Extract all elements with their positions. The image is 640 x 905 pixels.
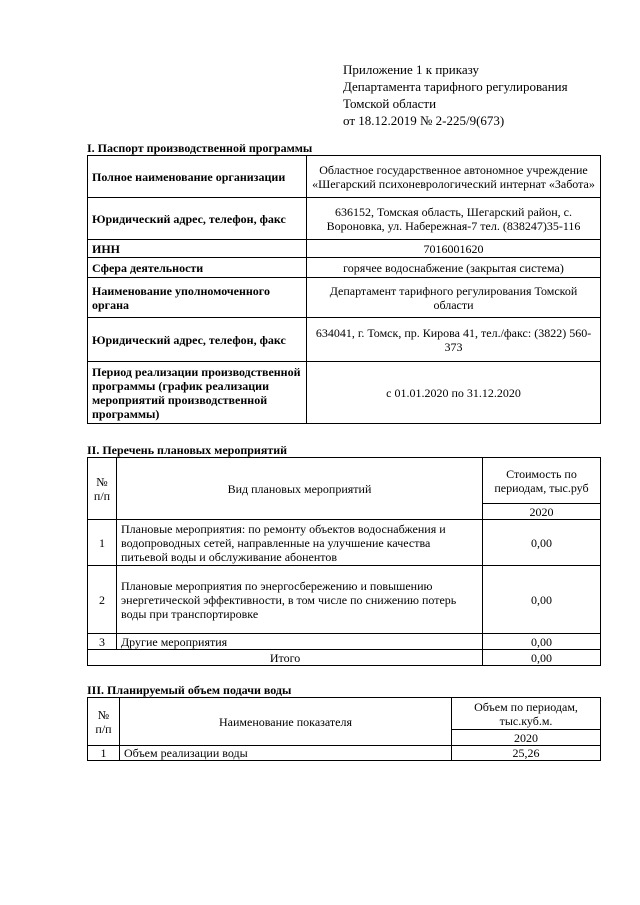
table-row bbox=[88, 318, 601, 362]
table-row bbox=[88, 746, 601, 761]
row-num: 2 bbox=[88, 566, 117, 634]
row-value: 0,00 bbox=[483, 520, 601, 566]
passport-table bbox=[87, 155, 601, 424]
section2-title: II. Перечень плановых мероприятий bbox=[87, 443, 288, 457]
header-cost: Стоимость по периодам, тыс.руб bbox=[483, 458, 601, 504]
row-value: Департамент тарифного регулирования Томской области bbox=[307, 278, 601, 318]
row-name: Другие мероприятия bbox=[117, 634, 483, 650]
section1-title: I. Паспорт производственной программы bbox=[87, 141, 313, 155]
total-row bbox=[88, 650, 601, 666]
header-year: 2020 bbox=[452, 730, 601, 746]
row-label: Наименование уполномоченного органа bbox=[88, 278, 307, 318]
total-value: 0,00 bbox=[483, 650, 601, 666]
row-label: Юридический адрес, телефон, факс bbox=[88, 318, 307, 362]
row-value: 636152, Томская область, Шегарский район, с. Вороновка, ул. Набережная-7 тел. (838247)35-116 bbox=[307, 198, 601, 240]
row-name: Объем реализации воды bbox=[120, 746, 452, 761]
header-year: 2020 bbox=[483, 504, 601, 520]
appendix-header bbox=[343, 61, 633, 129]
table-header-row bbox=[88, 698, 601, 730]
header-name: Наименование показателя bbox=[120, 698, 452, 746]
row-label: ИНН bbox=[88, 240, 307, 258]
appendix-line: от 18.12.2019 № 2-225/9(673) bbox=[343, 113, 505, 128]
total-label: Итого bbox=[88, 650, 483, 666]
header-volume: Объем по периодам, тыс.куб.м. bbox=[452, 698, 601, 730]
header-num: № п/п bbox=[88, 698, 120, 746]
table-row bbox=[88, 258, 601, 278]
row-value: 7016001620 bbox=[307, 240, 601, 258]
row-value: горячее водоснабжение (закрытая система) bbox=[307, 258, 601, 278]
table-row bbox=[88, 520, 601, 566]
table-header-row bbox=[88, 458, 601, 504]
table-row bbox=[88, 156, 601, 198]
row-label: Сфера деятельности bbox=[88, 258, 307, 278]
volume-table bbox=[87, 697, 601, 761]
table-row bbox=[88, 278, 601, 318]
row-value: 25,26 bbox=[452, 746, 601, 761]
table-row bbox=[88, 362, 601, 424]
row-num: 3 bbox=[88, 634, 117, 650]
section3-title: III. Планируемый объем подачи воды bbox=[87, 683, 292, 697]
header-num: № п/п bbox=[88, 458, 117, 520]
row-num: 1 bbox=[88, 746, 120, 761]
row-label: Полное наименование организации bbox=[88, 156, 307, 198]
table-row bbox=[88, 240, 601, 258]
row-value: 634041, г. Томск, пр. Кирова 41, тел./факс: (3822) 560-373 bbox=[307, 318, 601, 362]
appendix-line: Департамента тарифного регулирования bbox=[343, 79, 568, 94]
row-value: Областное государственное автономное учреждение «Шегарский психоневрологический интернат «Забота» bbox=[307, 156, 601, 198]
row-value: 0,00 bbox=[483, 566, 601, 634]
row-value: с 01.01.2020 по 31.12.2020 bbox=[307, 362, 601, 424]
header-name: Вид плановых мероприятий bbox=[117, 458, 483, 520]
table-row bbox=[88, 634, 601, 650]
row-name: Плановые мероприятия по энергосбережению и повышению энергетической эффективности, в том числе по снижению потерь воды при транспортировке bbox=[117, 566, 483, 634]
table-row bbox=[88, 198, 601, 240]
appendix-line: Томской области bbox=[343, 96, 437, 111]
row-name: Плановые мероприятия: по ремонту объектов водоснабжения и водопроводных сетей, направленные на улучшение качества питьевой воды и обслуживание абонентов bbox=[117, 520, 483, 566]
row-label: Период реализации производственной программы (график реализации мероприятий производственной программы) bbox=[88, 362, 307, 424]
row-num: 1 bbox=[88, 520, 117, 566]
table-row bbox=[88, 566, 601, 634]
row-value: 0,00 bbox=[483, 634, 601, 650]
measures-table bbox=[87, 457, 601, 666]
row-label: Юридический адрес, телефон, факс bbox=[88, 198, 307, 240]
appendix-line: Приложение 1 к приказу bbox=[343, 62, 480, 77]
